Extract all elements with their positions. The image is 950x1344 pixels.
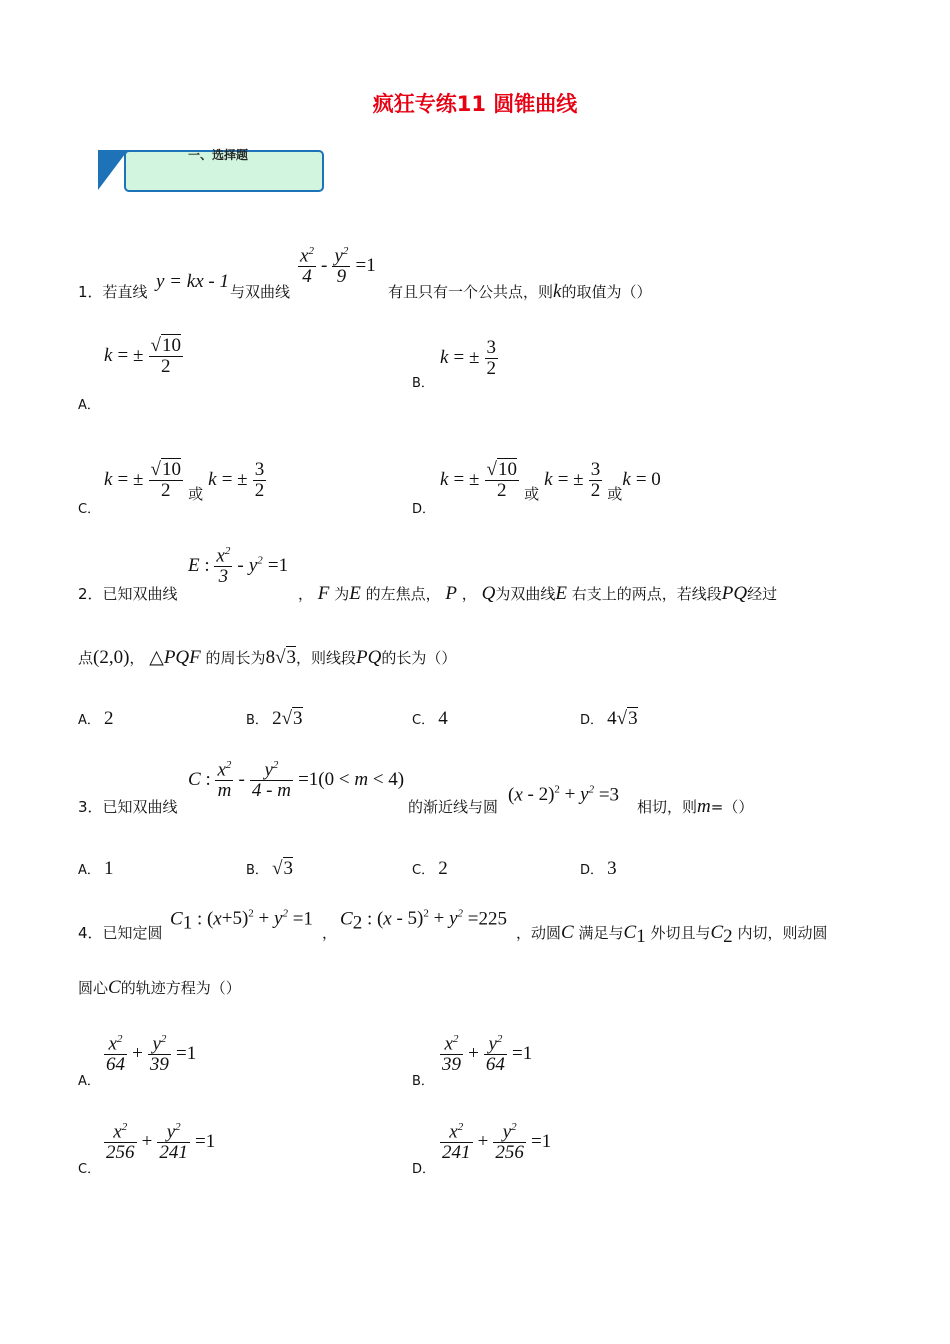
q4-option-a-label[interactable]: A． bbox=[78, 1074, 100, 1089]
q4-circle2-expr: $C_2$ : $(x - 5)^2 + y^2 =225$ bbox=[340, 908, 508, 934]
q4-option-a-expr[interactable]: $\frac{x^2}{64}$ + $\frac{y^2}{39}$ =1 bbox=[106, 1033, 197, 1076]
section-banner bbox=[98, 148, 328, 194]
q4-option-c-expr[interactable]: $\frac{x^2}{256}$ + $\frac{y^2}{241}$ =1 bbox=[106, 1121, 216, 1164]
q4-option-b-label[interactable]: B． bbox=[412, 1074, 434, 1089]
q1-hyperbola-expr: $\frac{x^2}{4}$ - $\frac{y^2}{9}$ =1 bbox=[300, 245, 376, 288]
q1-option-a-expr[interactable]: k = ± $\frac{√10}{2}$ bbox=[104, 335, 181, 377]
q1-stem bbox=[78, 281, 148, 302]
q3-option-b[interactable]: B． √3 bbox=[246, 858, 293, 879]
q2-stem: 2．已知双曲线 bbox=[78, 585, 178, 603]
q4-circle1-expr: $C_1$ : $(x+5)^2 + y^2 =1$ bbox=[170, 908, 313, 934]
section-flag bbox=[98, 150, 128, 190]
page-title: 疯狂专练11 圆锥曲线 bbox=[372, 92, 578, 116]
q4-line-2: 圆心C的轨迹方程为（） bbox=[78, 977, 241, 998]
q4-option-b-expr[interactable]: $\frac{x^2}{39}$ + $\frac{y^2}{64}$ =1 bbox=[442, 1033, 533, 1076]
q3-option-c[interactable]: C． 2 bbox=[412, 858, 448, 879]
q3-stem: 3．已知双曲线 bbox=[78, 798, 178, 816]
q1-option-c-expr[interactable]: k = ± $\frac{√10}{2}$ 或 k = ± $\frac{3}{2}$ bbox=[104, 459, 265, 503]
q3-option-a[interactable]: A． 1 bbox=[78, 858, 114, 879]
q1-number: 1． bbox=[78, 283, 103, 301]
q4-option-c-label[interactable]: C． bbox=[78, 1162, 101, 1177]
q4-option-d-expr[interactable]: $\frac{x^2}{241}$ + $\frac{y^2}{256}$ =1 bbox=[442, 1121, 552, 1164]
q1-option-b-label[interactable]: B． bbox=[412, 376, 434, 391]
q2-hyperbola-expr: E : $\frac{x^2}{3}$ - $y^2 =1$ bbox=[188, 545, 289, 588]
q3-circle-expr: $(x - 2)^2 + y^2 =3$ bbox=[508, 784, 620, 806]
q1-option-a-label[interactable]: A． bbox=[78, 398, 100, 413]
q4-text-2: ，动圆C 满足与$C_1$ 外切且与$C_2$ 内切，则动圆 bbox=[516, 922, 828, 947]
q4-option-d-label[interactable]: D． bbox=[412, 1162, 436, 1177]
section-label: 一、选择题 bbox=[188, 148, 249, 162]
q1-option-b-expr[interactable]: k = ± $\frac{3}{2}$ bbox=[440, 337, 497, 379]
q1-text-3: 有且只有一个公共点，则k的取值为（） bbox=[388, 281, 652, 302]
q2-option-b[interactable]: B． 2√3 bbox=[246, 708, 303, 729]
q3-hyperbola-expr: C : $\frac{x^2}{m}$ - $\frac{y^2}{4 - m}$ =1(0 < m < 4) bbox=[188, 759, 405, 802]
q1-option-d-expr[interactable]: k = ± $\frac{√10}{2}$ 或 k = ± $\frac{3}{2}$ 或k = 0 bbox=[440, 459, 661, 503]
q2-text-1: ， F 为E 的左焦点， P ， Q为双曲线E 右支上的两点，若线段PQ经过 bbox=[298, 583, 778, 604]
q1-text-2: 与双曲线 bbox=[230, 283, 291, 301]
q3-text-2: 相切，则m=（） bbox=[637, 796, 754, 817]
q1-text-1: 若直线 bbox=[102, 283, 148, 301]
q1-option-c-label[interactable]: C． bbox=[78, 502, 101, 517]
q3-option-d[interactable]: D． 3 bbox=[580, 858, 617, 879]
q2-option-c[interactable]: C． 4 bbox=[412, 708, 448, 729]
q2-line-2: 点(2,0)， △PQF 的周长为8√3，则线段PQ的长为（） bbox=[78, 647, 457, 668]
q3-text-1: 的渐近线与圆 bbox=[408, 798, 499, 816]
q2-option-d[interactable]: D． 4√3 bbox=[580, 708, 638, 729]
q4-stem: 4．已知定圆 bbox=[78, 924, 163, 942]
q2-option-a[interactable]: A． 2 bbox=[78, 708, 114, 729]
q1-option-d-label[interactable]: D． bbox=[412, 502, 436, 517]
q1-line-expr: y = kx - 1 bbox=[156, 271, 229, 292]
q4-text-1: ， bbox=[322, 924, 338, 942]
